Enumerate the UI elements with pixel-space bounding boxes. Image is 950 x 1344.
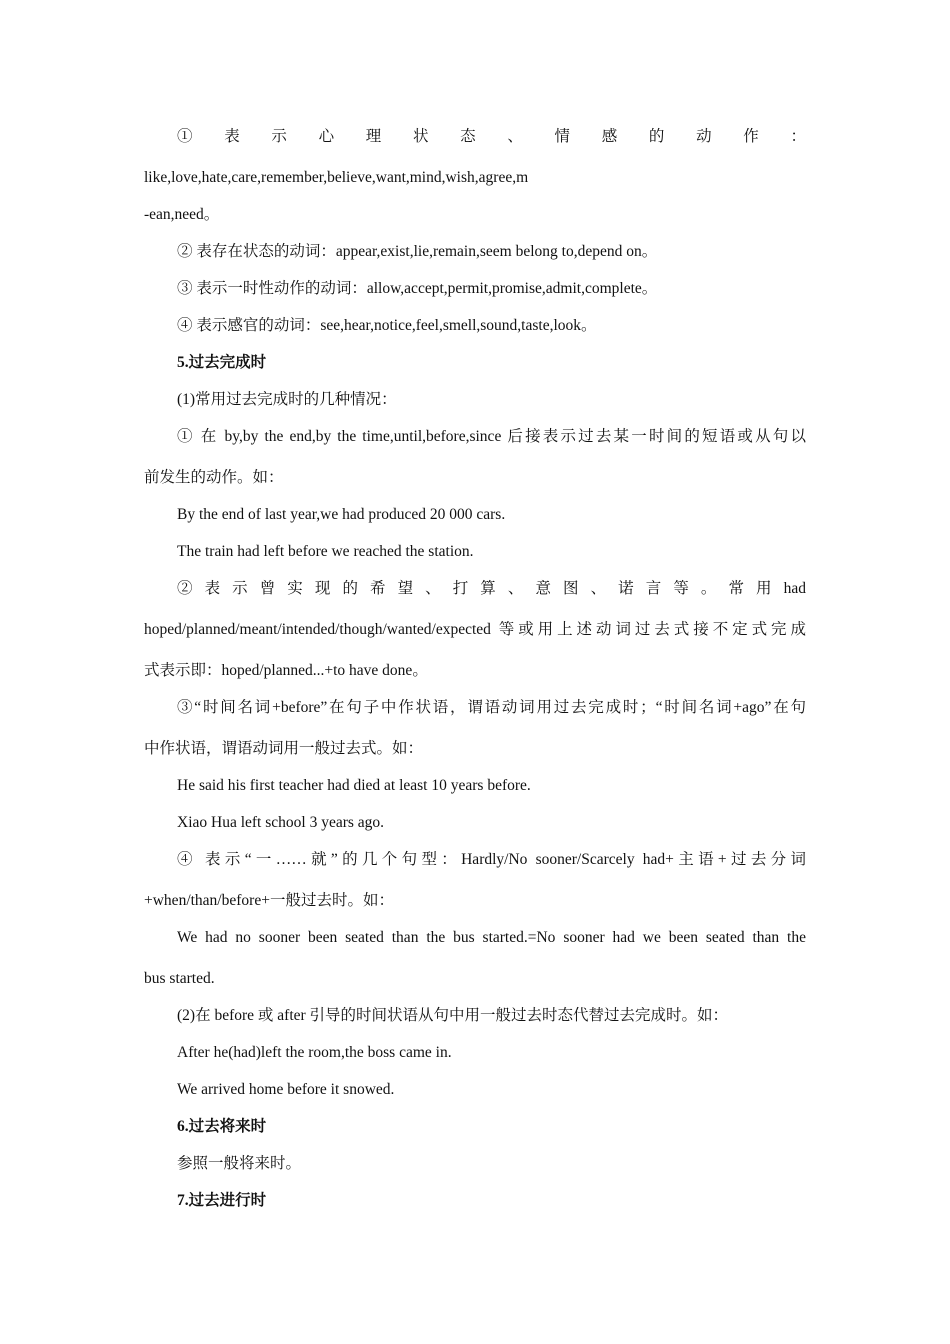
bullet-state-verbs: ② 表存在状态的动词：appear,exist,lie,remain,seem belong to,depend on。 bbox=[177, 243, 658, 260]
example-sentence: We arrived home before it snowed. bbox=[177, 1081, 395, 1098]
example-sentence: Xiao Hua left school 3 years ago. bbox=[177, 814, 385, 831]
bullet-momentary-verbs: ③ 表示一时性动作的动词：allow,accept,permit,promise,admit,complete。 bbox=[177, 280, 658, 297]
psychological-verbs-list: like,love,hate,care,remember,believe,want,mind,wish,agree,m bbox=[144, 169, 529, 186]
rule-2-line-2: hoped/planned/meant/intended/though/wanted/expected 等或用上述动词过去式接不定式完成 bbox=[144, 621, 806, 638]
section-heading-past-perfect: 5.过去完成时 bbox=[177, 354, 267, 371]
subheading-past-perfect-usage: (1)常用过去完成时的几种情况： bbox=[177, 391, 397, 408]
example-sentence: He said his first teacher had died at least 10 years before. bbox=[177, 777, 531, 794]
rule-3-line-2: 中作状语，谓语动词用一般过去式。如： bbox=[144, 740, 424, 757]
example-sentence: The train had left before we reached the station. bbox=[177, 543, 474, 560]
example-sentence-cont: bus started. bbox=[144, 970, 215, 987]
bullet-sensory-verbs: ④ 表示感官的动词：see,hear,notice,feel,smell,sound,taste,look。 bbox=[177, 317, 597, 334]
rule-4-line-1: ④ 表示“一……就”的几个句型：Hardly/No sooner/Scarcely had+主语+过去分词 bbox=[177, 851, 806, 868]
section-heading-past-progressive: 7.过去进行时 bbox=[177, 1192, 267, 1209]
example-sentence: We had no sooner been seated than the bus started.=No sooner had we been seated than the bbox=[177, 929, 806, 946]
rule-1-line-1: ① 在 by,by the end,by the time,until,before,since 后接表示过去某一时间的短语或从句以 bbox=[177, 428, 806, 445]
subheading-before-after-clause: (2)在 before 或 after 引导的时间状语从句中用一般过去时态代替过去完成时。如： bbox=[177, 1007, 729, 1024]
rule-3-line-1: ③“时间名词+before”在句子中作状语，谓语动词用过去完成时；“时间名词+ago”在句 bbox=[177, 699, 806, 716]
rule-4-line-2: +when/than/before+一般过去时。如： bbox=[144, 892, 394, 909]
bullet-psychological-verbs: ① 表 示 心 理 状 态 、 情 感 的 动 作 ： bbox=[177, 128, 806, 145]
rule-2-line-1: ② 表 示 曾 实 现 的 希 望 、 打 算 、 意 图 、 诺 言 等 。 常 用 had bbox=[177, 580, 806, 597]
rule-1-line-2: 前发生的动作。如： bbox=[144, 469, 284, 486]
rule-2-line-3: 式表示即：hoped/planned...+to have done。 bbox=[144, 662, 428, 679]
psychological-verbs-list-cont: -ean,need。 bbox=[144, 206, 220, 223]
example-sentence: After he(had)left the room,the boss came in. bbox=[177, 1044, 452, 1061]
past-future-note: 参照一般将来时。 bbox=[177, 1155, 302, 1172]
example-sentence: By the end of last year,we had produced 20 000 cars. bbox=[177, 506, 506, 523]
section-heading-past-future: 6.过去将来时 bbox=[177, 1118, 267, 1135]
